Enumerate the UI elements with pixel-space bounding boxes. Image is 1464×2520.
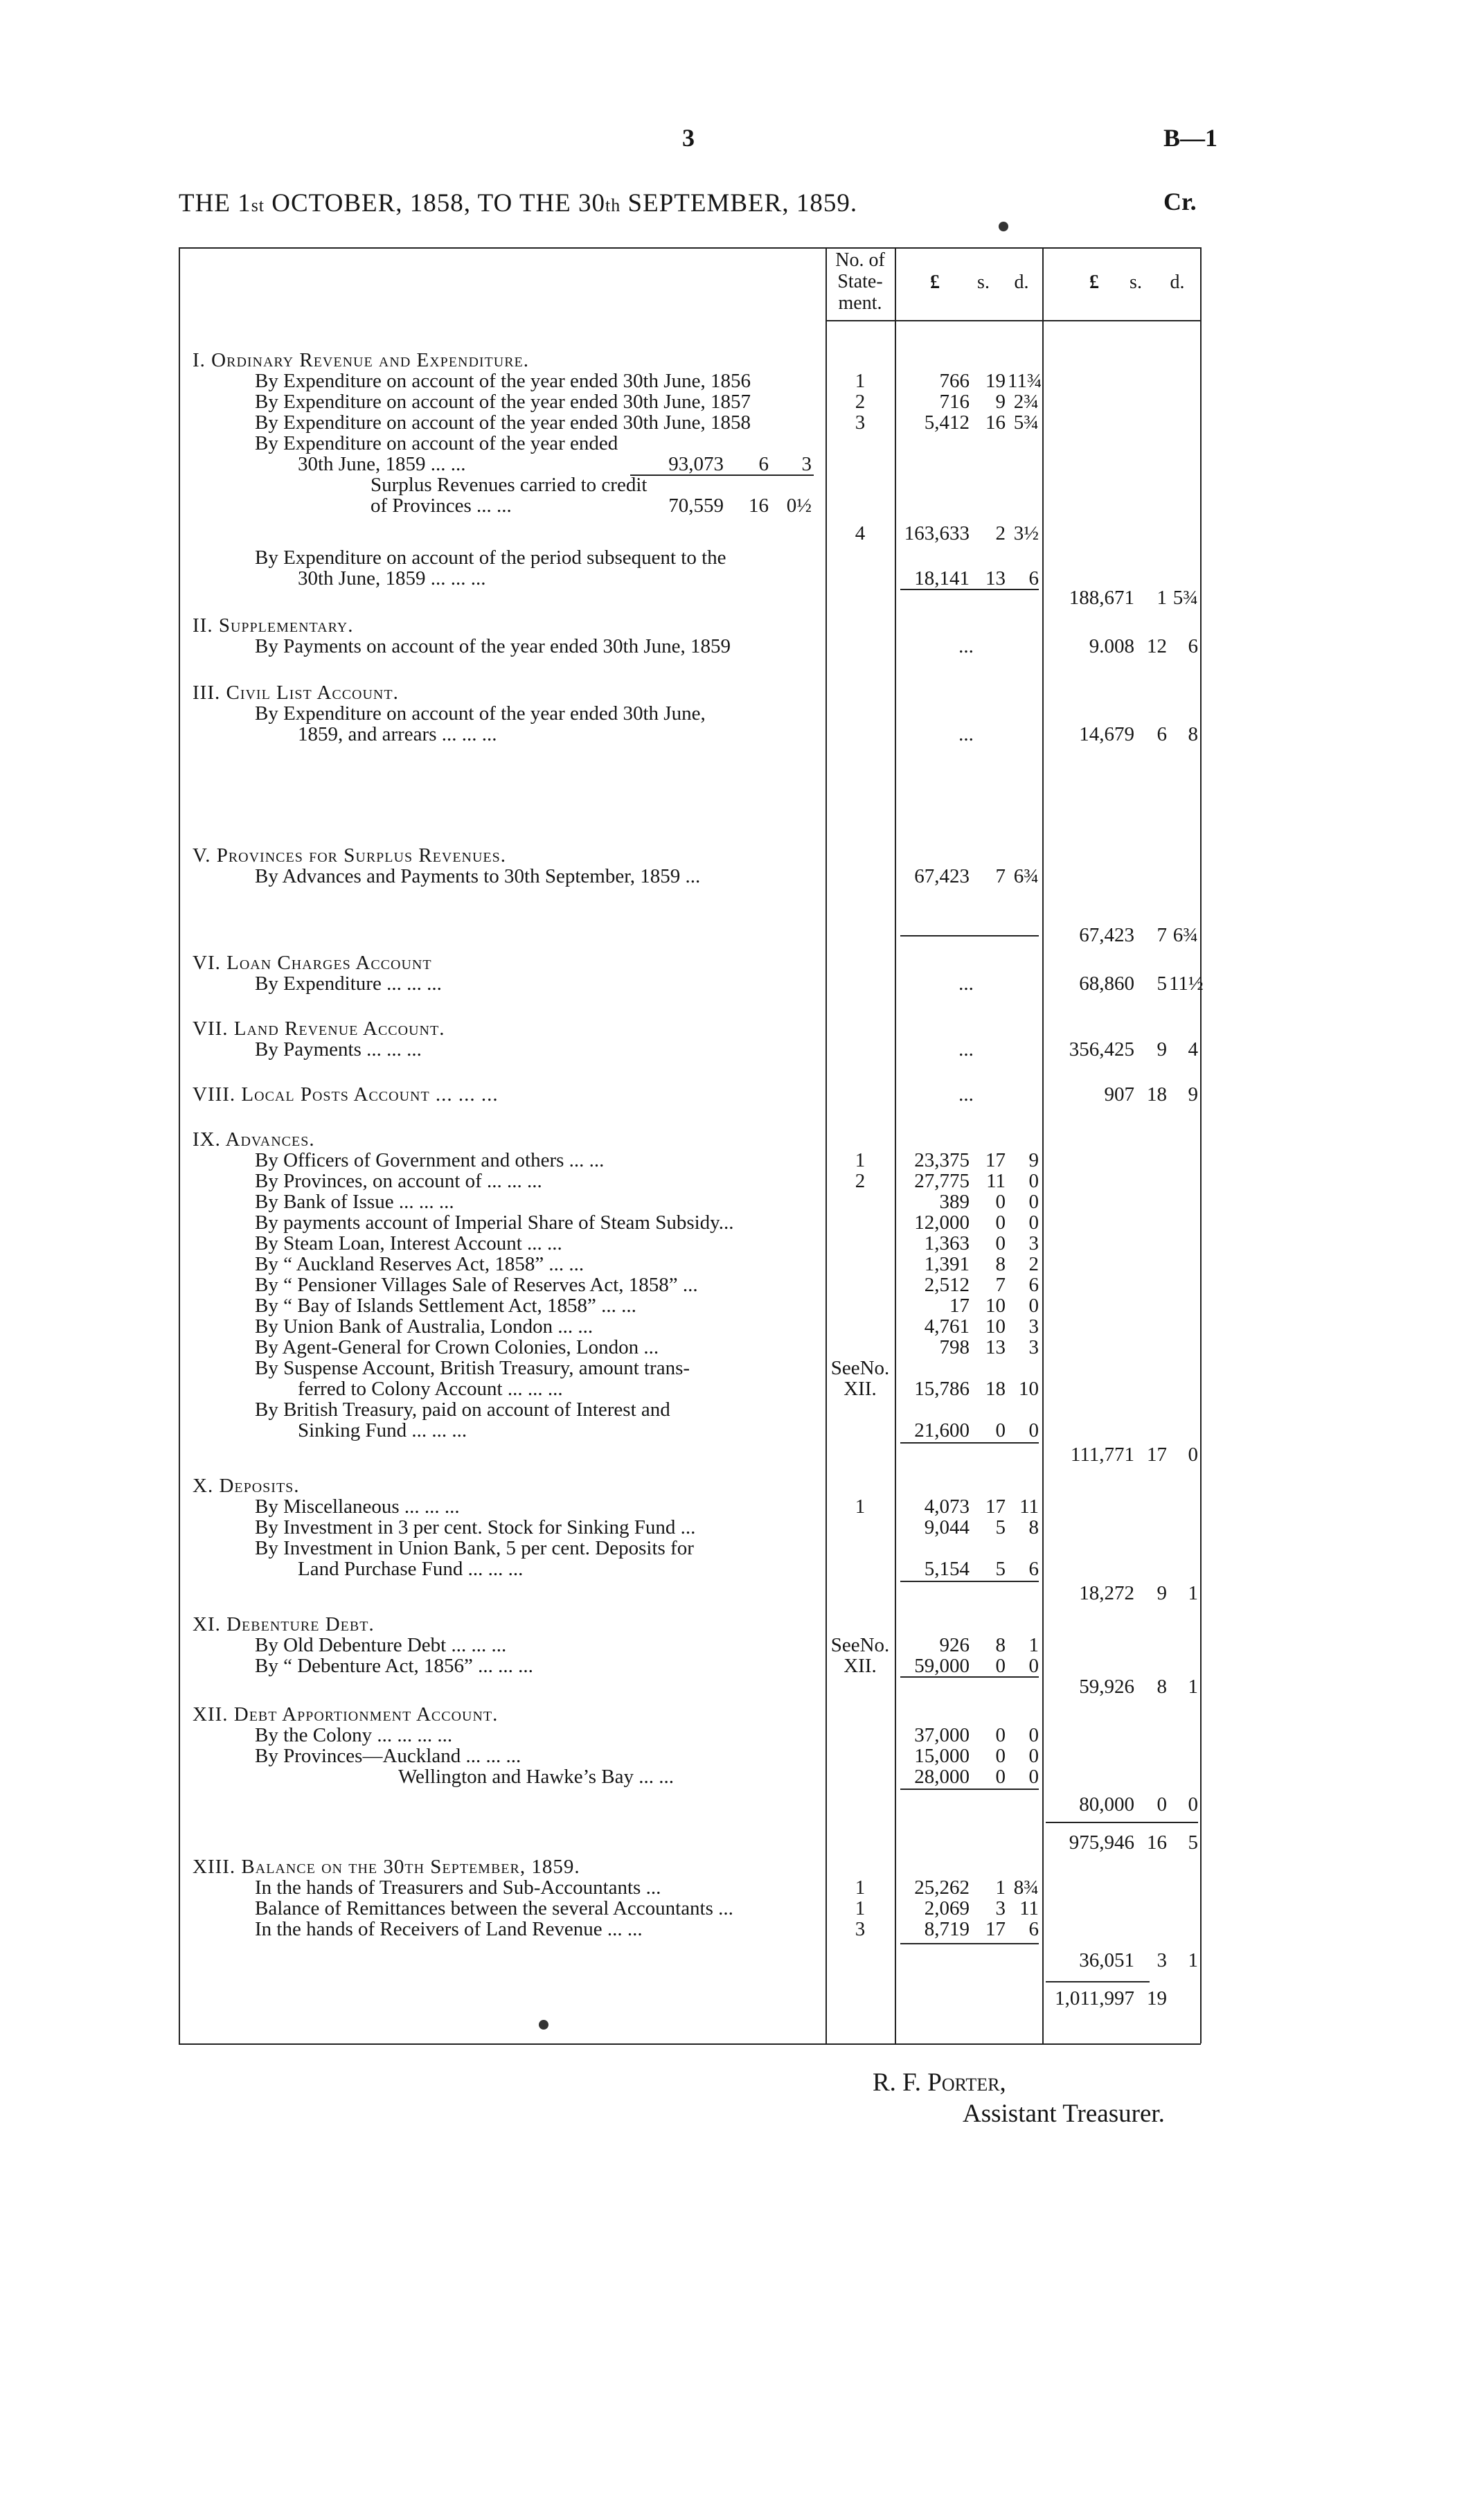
row-label: By Expenditure on account of the year ended	[255, 432, 618, 454]
total-rule	[1046, 1981, 1150, 1982]
row-label: By Steam Loan, Interest Account ... ...	[255, 1232, 562, 1254]
shillings-value: 18	[985, 1378, 1006, 1400]
shillings-value: 17	[985, 1496, 1006, 1518]
statement-number: XII.	[843, 1378, 877, 1400]
pence-value: 6	[1028, 1558, 1039, 1580]
row-label: By British Treasury, paid on account of Interest and	[255, 1399, 670, 1421]
pounds-value: 27,775	[914, 1170, 970, 1192]
section-heading: II. Supplementary.	[193, 614, 354, 637]
pounds-header-outer: £	[1089, 272, 1099, 293]
pence-value: 3	[801, 453, 812, 475]
pounds-value: 21,600	[914, 1419, 970, 1441]
row-label: By Union Bank of Australia, London ... ...	[255, 1315, 593, 1338]
pounds-value: 2,069	[924, 1897, 970, 1919]
outer-amount-column-rule	[1042, 247, 1044, 2043]
shillings-value: 8	[995, 1253, 1006, 1275]
pence-value: 9	[1028, 1149, 1039, 1171]
pence-value: 3	[1028, 1336, 1039, 1358]
header-bottom-rule	[825, 320, 1200, 321]
shillings-value: 13	[985, 567, 1006, 589]
shillings-value: 17	[985, 1149, 1006, 1171]
shillings-value: 12	[1147, 635, 1167, 657]
shillings-value: 0	[995, 1724, 1006, 1746]
pounds-value: 12,000	[914, 1212, 970, 1234]
pounds-value: 4,073	[924, 1496, 970, 1518]
section-heading: IX. Advances.	[193, 1128, 315, 1151]
shillings-value: 5	[995, 1558, 1006, 1580]
pounds-value: 163,633	[904, 522, 970, 544]
row-label: In the hands of Receivers of Land Revenue ... ...	[255, 1918, 643, 1940]
row-label: By Expenditure on account of the year ended 30th June, 1858	[255, 411, 751, 434]
pence-value: 6¾	[1172, 924, 1198, 946]
row-label: By Provinces—Auckland ... ... ...	[255, 1745, 521, 1767]
pounds-value: 356,425	[1069, 1038, 1134, 1061]
statement-column-header: No. of State- ment.	[835, 249, 885, 314]
shillings-value: 9	[1157, 1038, 1167, 1061]
section-heading: VIII. Local Posts Account ... ... ...	[193, 1083, 499, 1106]
pence-value: 0	[1028, 1170, 1039, 1192]
pence-header-outer: d.	[1170, 272, 1185, 293]
statement-number: 2	[855, 391, 866, 413]
row-label: Surplus Revenues carried to credit	[371, 474, 648, 496]
section-heading: III. Civil List Account.	[193, 682, 399, 704]
pence-value: 0	[1028, 1766, 1039, 1788]
pounds-value: 1,363	[924, 1232, 970, 1254]
statement-column-rule	[825, 247, 827, 2043]
pence-value: 4	[1188, 1038, 1198, 1061]
pounds-value: 37,000	[914, 1724, 970, 1746]
row-label: By Expenditure on account of the period subsequent to the	[255, 547, 726, 569]
document-reference: B—1	[1163, 124, 1218, 152]
section-heading: XI. Debenture Debt.	[193, 1613, 375, 1635]
row-label: 30th June, 1859 ... ... ...	[298, 567, 486, 589]
pounds-value: 111,771	[1070, 1444, 1134, 1466]
row-label: By Bank of Issue ... ... ...	[255, 1191, 454, 1213]
pounds-value: ...	[958, 973, 974, 995]
shillings-value: 10	[985, 1295, 1006, 1317]
shillings-value: 0	[995, 1191, 1006, 1213]
pence-value: 0	[1028, 1745, 1039, 1767]
pence-value: 0	[1028, 1212, 1039, 1234]
section-heading: V. Provinces for Surplus Revenues.	[193, 844, 507, 867]
pounds-header-inner: £	[930, 272, 940, 293]
row-label: By Expenditure on account of the year ended 30th June, 1856	[255, 370, 751, 392]
subtotal-rule	[900, 1676, 1039, 1678]
shillings-value: 0	[995, 1745, 1006, 1767]
statement-number: 2	[855, 1170, 866, 1192]
row-label: 1859, and arrears ... ... ...	[298, 723, 497, 745]
pence-value: 5	[1188, 1831, 1198, 1854]
row-label: ferred to Colony Account ... ... ...	[298, 1378, 563, 1400]
page-number: 3	[682, 124, 695, 152]
statement-number: XII.	[843, 1655, 877, 1677]
shillings-value: 16	[749, 495, 769, 517]
section-heading: XII. Debt Apportionment Account.	[193, 1703, 499, 1725]
shillings-value: 1	[995, 1876, 1006, 1899]
pounds-value: 18,272	[1079, 1582, 1134, 1604]
pounds-value: ...	[958, 635, 974, 657]
pounds-value: 15,786	[914, 1378, 970, 1400]
shillings-value: 8	[1157, 1676, 1167, 1698]
pence-value: 11	[1019, 1897, 1039, 1919]
shillings-value: 18	[1147, 1083, 1167, 1106]
table-left-rule	[179, 247, 180, 2043]
row-label: Wellington and Hawke’s Bay ... ...	[398, 1766, 674, 1788]
pence-value: 11½	[1169, 973, 1204, 995]
shillings-value: 2	[995, 522, 1006, 544]
shillings-value: 0	[1157, 1793, 1167, 1816]
pounds-value: 975,946	[1069, 1831, 1134, 1854]
pence-value: 0	[1188, 1444, 1198, 1466]
shillings-value: 0	[995, 1766, 1006, 1788]
pence-value: 6	[1028, 567, 1039, 589]
pence-value: 3	[1028, 1232, 1039, 1254]
shillings-value: 16	[985, 411, 1006, 434]
shillings-value: 13	[985, 1336, 1006, 1358]
table-bottom-rule	[179, 2043, 1201, 2045]
statement-number: 1	[855, 370, 866, 392]
pounds-value: 389	[939, 1191, 970, 1213]
pence-value: 2¾	[1013, 391, 1039, 413]
pence-value: 0	[1188, 1793, 1198, 1816]
pence-value: 2	[1028, 1253, 1039, 1275]
pounds-value: 15,000	[914, 1745, 970, 1767]
statement-number: 3	[855, 411, 866, 434]
statement-number: 1	[855, 1149, 866, 1171]
statement-number: SeeNo.	[830, 1634, 890, 1656]
row-label: By Expenditure ... ... ...	[255, 973, 442, 995]
row-label: In the hands of Treasurers and Sub-Accountants ...	[255, 1876, 661, 1899]
section-heading: X. Deposits.	[193, 1475, 300, 1497]
section-heading: XIII. Balance on the 30th September, 1859.	[193, 1856, 580, 1878]
pounds-value: 188,671	[1069, 587, 1134, 609]
shillings-header-outer: s.	[1130, 272, 1142, 293]
pounds-value: ...	[958, 1083, 974, 1106]
row-label: By Payments ... ... ...	[255, 1038, 422, 1061]
shillings-value: 3	[995, 1897, 1006, 1919]
row-label: By Agent-General for Crown Colonies, London ...	[255, 1336, 659, 1358]
shillings-value: 5	[995, 1516, 1006, 1538]
pounds-value: 70,559	[668, 495, 724, 517]
row-label: By Expenditure on account of the year ended 30th June,	[255, 702, 706, 725]
row-label: By the Colony ... ... ... ...	[255, 1724, 453, 1746]
shillings-value: 0	[995, 1419, 1006, 1441]
subtotal-rule	[900, 1581, 1039, 1582]
row-label: By Investment in 3 per cent. Stock for Sinking Fund ...	[255, 1516, 696, 1538]
shillings-value: 5	[1157, 973, 1167, 995]
row-label: of Provinces ... ...	[371, 495, 512, 517]
row-label: Sinking Fund ... ... ...	[298, 1419, 467, 1441]
shillings-value: 17	[1147, 1444, 1167, 1466]
row-label: By Investment in Union Bank, 5 per cent. Deposits for	[255, 1537, 694, 1559]
shillings-value: 0	[995, 1232, 1006, 1254]
pounds-value: 25,262	[914, 1876, 970, 1899]
pounds-value: 18,141	[914, 567, 970, 589]
pounds-value: 907	[1104, 1083, 1134, 1106]
pounds-value: 23,375	[914, 1149, 970, 1171]
pence-value: 3½	[1013, 522, 1039, 544]
print-mark	[539, 2020, 548, 2030]
row-label: By “ Auckland Reserves Act, 1858” ... ...	[255, 1253, 584, 1275]
pence-value: 0½	[786, 495, 812, 517]
pounds-value: 80,000	[1079, 1793, 1134, 1816]
row-label: By Payments on account of the year ended 30th June, 1859	[255, 635, 731, 657]
shillings-value: 6	[1157, 723, 1167, 745]
page-heading: THE 1st OCTOBER, 1858, TO THE 30th SEPTEMBER, 1859.	[179, 189, 858, 218]
pounds-value: 8,719	[924, 1918, 970, 1940]
row-label: By Advances and Payments to 30th September, 1859 ...	[255, 865, 701, 887]
pence-header-inner: d.	[1014, 272, 1029, 293]
shillings-value: 0	[995, 1655, 1006, 1677]
subtotal-rule	[900, 1789, 1039, 1790]
subtotal-rule	[900, 935, 1039, 937]
pence-value: 8	[1188, 723, 1198, 745]
row-label: By Old Debenture Debt ... ... ...	[255, 1634, 507, 1656]
pounds-value: 1,391	[924, 1253, 970, 1275]
shillings-value: 3	[1157, 1949, 1167, 1971]
pounds-value: 93,073	[668, 453, 724, 475]
statement-number: 3	[855, 1918, 866, 1940]
pounds-value: 5,154	[924, 1558, 970, 1580]
subtotal-rule	[900, 589, 1039, 590]
pounds-value: 59,926	[1079, 1676, 1134, 1698]
pence-value: 8¾	[1013, 1876, 1039, 1899]
row-label: By Provinces, on account of ... ... ...	[255, 1170, 542, 1192]
row-label: Balance of Remittances between the several Accountants ...	[255, 1897, 733, 1919]
row-label: By payments account of Imperial Share of Steam Subsidy...	[255, 1212, 734, 1234]
pounds-value: 5,412	[924, 411, 970, 434]
section-heading: VI. Loan Charges Account	[193, 952, 432, 974]
shillings-value: 17	[985, 1918, 1006, 1940]
credit-side-label: Cr.	[1163, 188, 1197, 215]
row-label: By Miscellaneous ... ... ...	[255, 1496, 460, 1518]
statement-number: 1	[855, 1496, 866, 1518]
pounds-value: 2,512	[924, 1274, 970, 1296]
shillings-value: 7	[995, 1274, 1006, 1296]
pounds-value: ...	[958, 1038, 974, 1061]
row-label: By “ Bay of Islands Settlement Act, 1858” ... ...	[255, 1295, 636, 1317]
shillings-value: 9	[1157, 1582, 1167, 1604]
section-heading: I. Ordinary Revenue and Expenditure.	[193, 349, 530, 371]
table-top-rule	[179, 247, 1201, 249]
shillings-value: 10	[985, 1315, 1006, 1338]
shillings-value: 1	[1157, 587, 1167, 609]
pounds-value: 67,423	[914, 865, 970, 887]
shillings-value: 7	[1157, 924, 1167, 946]
row-label: By “ Debenture Act, 1856” ... ... ...	[255, 1655, 533, 1677]
pence-value: 0	[1028, 1191, 1039, 1213]
statement-number: SeeNo.	[830, 1357, 890, 1379]
pounds-value: 4,761	[924, 1315, 970, 1338]
pence-value: 6	[1028, 1274, 1039, 1296]
row-label: By Officers of Government and others ... ...	[255, 1149, 605, 1171]
pounds-value: 9.008	[1089, 635, 1134, 657]
pounds-value: 67,423	[1079, 924, 1134, 946]
pence-value: 0	[1028, 1295, 1039, 1317]
table-right-rule	[1200, 247, 1202, 2043]
shillings-header-inner: s.	[977, 272, 990, 293]
pounds-value: 716	[939, 391, 970, 413]
pounds-value: 798	[939, 1336, 970, 1358]
shillings-value: 19	[1147, 1987, 1167, 2009]
pence-value: 6	[1188, 635, 1198, 657]
pounds-value: 17	[949, 1295, 970, 1317]
row-label: 30th June, 1859 ... ...	[298, 453, 466, 475]
pounds-value: 28,000	[914, 1766, 970, 1788]
signatory-name: R. F. Porter,	[873, 2068, 1006, 2097]
pounds-value: 1,011,997	[1055, 1987, 1134, 2009]
pence-value: 9	[1188, 1083, 1198, 1106]
signatory-title: Assistant Treasurer.	[963, 2100, 1165, 2128]
pence-value: 1	[1188, 1676, 1198, 1698]
shillings-value: 0	[995, 1212, 1006, 1234]
pence-value: 5¾	[1172, 587, 1198, 609]
shillings-value: 8	[995, 1634, 1006, 1656]
shillings-value: 9	[995, 391, 1006, 413]
pounds-value: 14,679	[1079, 723, 1134, 745]
subtotal-rule	[900, 1943, 1039, 1944]
statement-number: 1	[855, 1897, 866, 1919]
statement-number: 1	[855, 1876, 866, 1899]
pence-value: 5¾	[1013, 411, 1039, 434]
pounds-value: 766	[939, 370, 970, 392]
pounds-value: 9,044	[924, 1516, 970, 1538]
pounds-value: 59,000	[914, 1655, 970, 1677]
subtotal-rule	[630, 474, 814, 476]
pence-value: 10	[1019, 1378, 1039, 1400]
pounds-value: 68,860	[1079, 973, 1134, 995]
shillings-value: 11	[986, 1170, 1006, 1192]
shillings-value: 7	[995, 865, 1006, 887]
total-rule	[1046, 1822, 1198, 1823]
row-label: By “ Pensioner Villages Sale of Reserves Act, 1858” ...	[255, 1274, 698, 1296]
pence-value: 8	[1028, 1516, 1039, 1538]
pence-value: 1	[1028, 1634, 1039, 1656]
pounds-value: ...	[958, 723, 974, 745]
inner-amount-column-rule	[895, 247, 896, 2043]
pence-value: 1	[1188, 1582, 1198, 1604]
row-label: By Suspense Account, British Treasury, amount trans-	[255, 1357, 690, 1379]
pence-value: 6¾	[1013, 865, 1039, 887]
pence-value: 1	[1188, 1949, 1198, 1971]
shillings-value: 6	[758, 453, 769, 475]
subtotal-rule	[900, 1442, 1039, 1444]
shillings-value: 16	[1147, 1831, 1167, 1854]
pence-value: 6	[1028, 1918, 1039, 1940]
pence-value: 0	[1028, 1419, 1039, 1441]
print-mark	[999, 222, 1008, 231]
row-label: By Expenditure on account of the year ended 30th June, 1857	[255, 391, 751, 413]
statement-number: 4	[855, 522, 866, 544]
pounds-value: 926	[939, 1634, 970, 1656]
pence-value: 3	[1028, 1315, 1039, 1338]
section-heading: VII. Land Revenue Account.	[193, 1018, 445, 1040]
pounds-value: 36,051	[1079, 1949, 1134, 1971]
pence-value: 11¾	[1008, 370, 1042, 392]
row-label: Land Purchase Fund ... ... ...	[298, 1558, 524, 1580]
pence-value: 0	[1028, 1724, 1039, 1746]
shillings-value: 19	[985, 370, 1006, 392]
pence-value: 11	[1019, 1496, 1039, 1518]
pence-value: 0	[1028, 1655, 1039, 1677]
